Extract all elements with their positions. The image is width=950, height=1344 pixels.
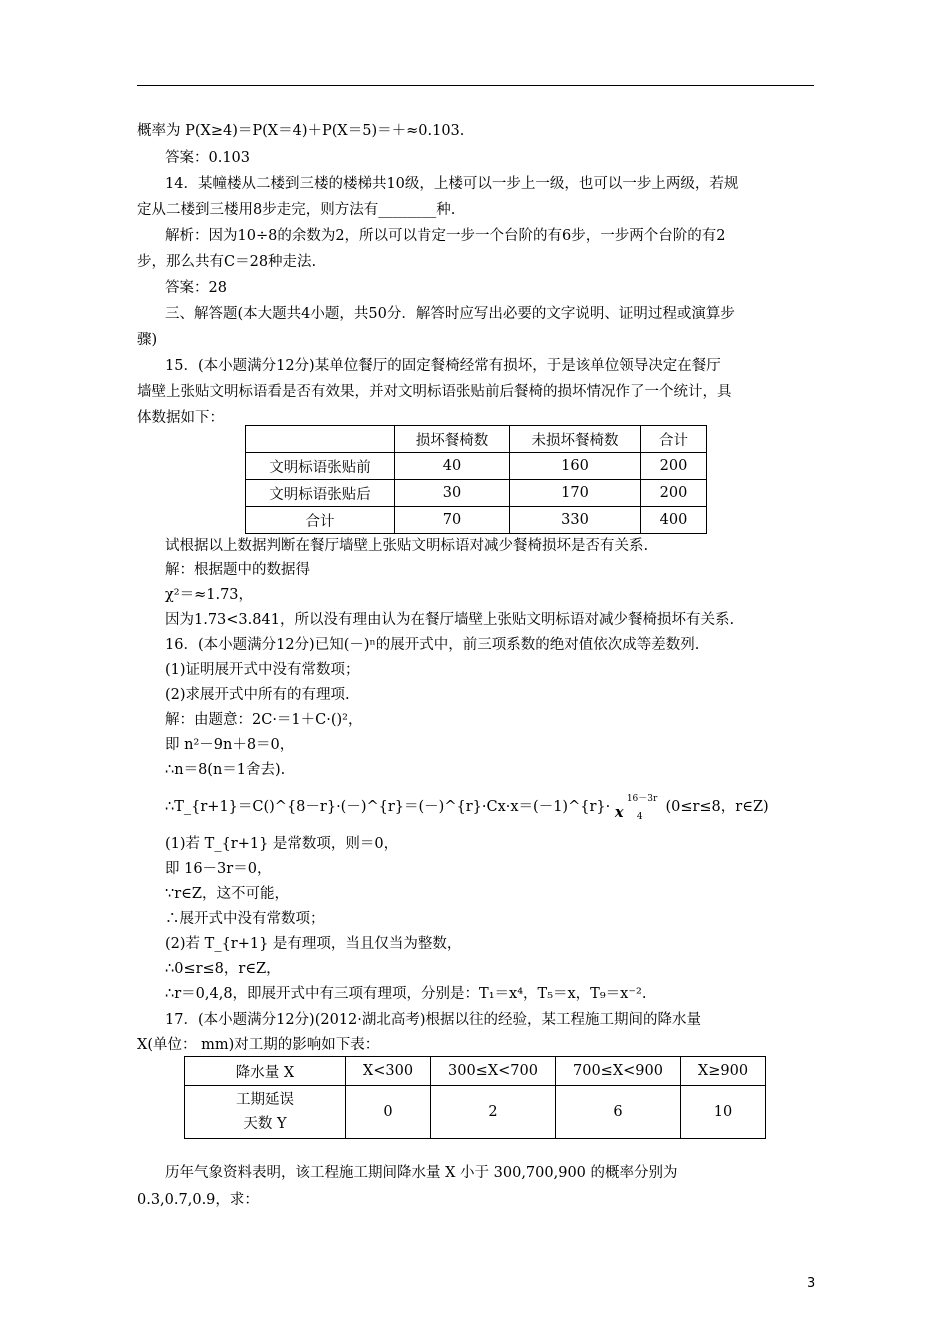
text-line: ∵r∈Z，这不可能，: [165, 886, 289, 902]
table-cell: 200: [641, 480, 707, 507]
table-cell: 330: [510, 507, 641, 534]
text-line: (1)证明展开式中没有常数项；: [165, 662, 360, 678]
table-cell: 合计: [246, 507, 395, 534]
text-line: X(单位： mm)对工期的影响如下表：: [137, 1037, 380, 1053]
text-line: ∴r＝0,4,8，即展开式中有三项有理项，分别是：T₁＝x⁴，T₅＝x，T₉＝x⁻².: [165, 986, 647, 1002]
table-cell: 0: [346, 1086, 431, 1139]
chair-damage-table: [245, 425, 707, 534]
text-line: 解析：因为10÷8的余数为2，所以可以肯定一步一个台阶的有6步，一步两个台阶的有2: [165, 228, 726, 244]
table-cell: 700≤X<900: [556, 1057, 681, 1086]
text-line: 答案：28: [165, 280, 227, 296]
table-cell: 10: [681, 1086, 766, 1139]
rainfall-delay-table: [184, 1056, 766, 1139]
text-line: 0.3,0.7,0.9，求：: [137, 1192, 259, 1208]
table-cell: [246, 426, 395, 453]
exponent-base: x: [614, 804, 624, 821]
text-line: 解：由题意：2C·＝1＋C·()²，: [165, 712, 363, 728]
text-line: ∴0≤r≤8，r∈Z，: [165, 961, 281, 977]
text-line: (1)若 T_{r+1} 是常数项，则＝0，: [165, 836, 399, 852]
table-cell: [185, 1086, 346, 1139]
text-line: 三、解答题(本大题共4小题，共50分．解答时应写出必要的文字说明、证明过程或演算步: [165, 306, 735, 322]
table-cell: 降水量 X: [185, 1057, 346, 1086]
row-label-line: 天数 Y: [243, 1116, 287, 1132]
text-line: χ²＝≈1.73，: [165, 587, 254, 603]
table-cell: 30: [395, 480, 510, 507]
text-line: 概率为 P(X≥4)＝P(X＝4)＋P(X＝5)＝＋≈0.103.: [137, 123, 465, 139]
text-line: 骤): [137, 332, 158, 348]
table-cell: 300≤X<700: [431, 1057, 556, 1086]
text-line: 即 n²－9n＋8＝0，: [165, 737, 295, 753]
text-line: ∴n＝8(n＝1舍去).: [165, 762, 286, 778]
table-row: [185, 1057, 766, 1086]
text-line: 试根据以上数据判断在餐厅墙壁上张贴文明标语对减少餐椅损坏是否有关系.: [165, 538, 649, 554]
table-cell: 200: [641, 453, 707, 480]
exponent-fraction: [614, 794, 661, 822]
formula-line: [165, 794, 769, 822]
table-cell: 损坏餐椅数: [395, 426, 510, 453]
text-line: 步，那么共有C＝28种走法.: [137, 254, 317, 270]
exponent-denominator: 4: [636, 812, 643, 822]
text-line: 17．(本小题满分12分)(2012·湖北高考)根据以往的经验，某工程施工期间的降水量: [165, 1012, 702, 1028]
text-line: 即 16－3r＝0，: [165, 861, 272, 877]
text-line: 墙壁上张贴文明标语看是否有效果，并对文明标语张贴前后餐椅的损坏情况作了一个统计，具: [137, 384, 732, 400]
table-cell: 文明标语张贴前: [246, 453, 395, 480]
text-line: 答案：0.103: [165, 150, 251, 166]
expansion-term: ∴T_{r+1}＝C()^{8－r}·(－)^{r}＝(－)^{r}·Cx·x＝(－1)^{r}·: [165, 799, 611, 815]
text-line: (2)若 T_{r+1} 是有理项，当且仅当为整数，: [165, 936, 462, 952]
table-cell: 合计: [641, 426, 707, 453]
text-line: 解：根据题中的数据得: [165, 562, 310, 578]
exponent-numerator: 16－3r: [626, 794, 658, 804]
text-line: 16．(本小题满分12分)已知(－)ⁿ的展开式中，前三项系数的绝对值依次成等差数列.: [165, 637, 700, 653]
table-row: [246, 507, 707, 534]
table-row: [185, 1086, 766, 1139]
text-line: 因为1.73<3.841，所以没有理由认为在餐厅墙壁上张贴文明标语对减少餐椅损坏有关系.: [165, 612, 735, 628]
table-cell: 160: [510, 453, 641, 480]
table-row: [246, 480, 707, 507]
text-line: 15．(本小题满分12分)某单位餐厅的固定餐椅经常有损坏，于是该单位领导决定在餐厅: [165, 358, 721, 374]
text-line: ∴展开式中没有常数项；: [165, 911, 325, 927]
page-number: 3: [807, 1276, 816, 1291]
table-cell: 70: [395, 507, 510, 534]
table-cell: 170: [510, 480, 641, 507]
range-condition: (0≤r≤8，r∈Z): [665, 799, 769, 815]
table-cell: 文明标语张贴后: [246, 480, 395, 507]
text-line: 体数据如下：: [137, 410, 224, 426]
table-cell: 6: [556, 1086, 681, 1139]
row-label-line: 工期延误: [236, 1092, 294, 1108]
table-cell: 40: [395, 453, 510, 480]
table-cell: 2: [431, 1086, 556, 1139]
text-line: (2)求展开式中所有的有理项.: [165, 687, 350, 703]
text-line: 定从二楼到三楼用8步走完，则方法有________种.: [137, 202, 456, 218]
text-line: 14．某幢楼从二楼到三楼的楼梯共10级，上楼可以一步上一级，也可以一步上两级，若规: [165, 176, 739, 192]
text-line: 历年气象资料表明，该工程施工期间降水量 X 小于 300,700,900 的概率分别为: [165, 1165, 678, 1181]
table-cell: 400: [641, 507, 707, 534]
table-cell: X≥900: [681, 1057, 766, 1086]
table-row: [246, 426, 707, 453]
table-row: [246, 453, 707, 480]
table-cell: X<300: [346, 1057, 431, 1086]
table-cell: 未损坏餐椅数: [510, 426, 641, 453]
header-rule: [137, 85, 814, 86]
